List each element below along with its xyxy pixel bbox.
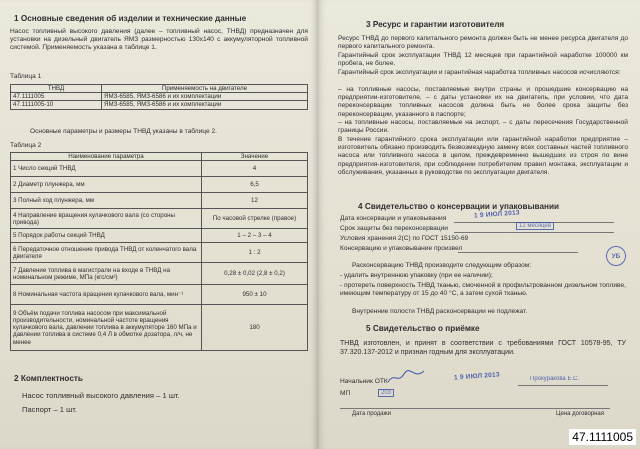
table-cell: 1 : 2 [202,243,308,263]
right-page [318,0,640,449]
left-page [0,0,318,449]
table-2 [10,152,308,351]
table-cell: 4 [202,161,308,177]
section-1-intro: Насос топливный высокого давления (далее – топливный насос, ТНВД) предназначен для установки на дизельный двигатель ЯМЗ размерностью 130х140 с аккумуляторной топливной системой. Применяемость указана в таблице 1. [10,28,308,52]
table-row [11,177,308,193]
table-cell: 47.1111005-10 [11,101,102,109]
table-cell: 1 – 2 – 3 – 4 [202,229,308,243]
deconservation-step-2: - протереть поверхность ТНВД тканью, смоченной в профильтрованном дизельном топливе, имеющим температуру от 15 до 40 °С, а затем сухой тканью. [340,282,626,298]
table-1-caption: Таблица 1 [10,73,42,80]
conservation-date-label: Дата консервации и упаковывания [340,215,447,222]
table-cell: 7 Давление топлива в магистрали на входе в ТНВД на номинальном режиме, МПа (кгс/см²) [11,263,202,285]
section-3-resource: Ресурс ТНВД до первого капитального ремонта должен быть не менее ресурса двигателя до первого капитального ремонта. [338,35,628,51]
signature-scribble-icon [386,368,426,386]
signature-line [518,385,608,386]
table-row [11,285,308,305]
section-3-replacement: В течение гарантийного срока эксплуатации или гарантийной наработки предприятие – изготовитель обязано производить безвозмездную замену всех составных частей топливного насоса или топливного насоса в целом, преждевременно вышедших из строя по вине предприятия-изготовителя, при соблюдении потребителем правил монтажа, эксплуатации и обслуживания, указанных в руководстве по эксплуатации двигателя. [338,136,628,176]
conservation-date-stamp: 1 9 ИЮЛ 2013 [473,209,521,220]
kit-item-passport: Паспорт – 1 шт. [22,405,77,414]
table-cell: ЯМЗ-6585, ЯМЗ-6586 и их комплектации [102,101,308,109]
otk-chief-label: Начальник ОТК [340,378,388,385]
section-3-warranty: Гарантийный срок эксплуатации ТНВД 12 месяцев при гарантийной наработке 100000 км пробега, не более. [338,52,628,68]
conservation-performed-label: Консервацию и упаковывание произвел [340,245,463,252]
section-4-title: 4 Свидетельство о консервации и упаковывании [358,202,560,211]
table-1-header-pump: ТНВД [11,85,102,93]
table-cell: 2 Диаметр плунжера, мм [11,177,202,193]
table-cell: 1 Число секций ТНВД [11,161,202,177]
table-cell: 6,5 [202,177,308,193]
table-row [11,193,308,209]
table-cell: 47.1111005 [11,93,102,101]
part-number-tag: 47.1111005 [569,429,636,445]
protection-term-label: Срок защиты без переконсервации [340,225,448,232]
table-row [11,161,308,177]
deconservation-step-1: - удалить внутреннюю упаковку (при ее наличии); [340,272,493,279]
table-row [11,209,308,229]
section-2-title: 2 Комплектность [14,374,83,383]
signature-line [458,252,578,253]
table-1-header-engine: Применяемость на двигателе [102,85,308,93]
otk-number-stamp: 203 [378,389,394,397]
table-cell: 4 Направление вращения кулачкового вала (со стороны привода) [11,209,202,229]
kit-item-pump: Насос топливный высокого давления – 1 шт. [22,391,180,400]
table-cell: 0,28 ± 0,02 (2,8 ± 0,2) [202,263,308,285]
table-cell: ЯМЗ-6585, ЯМЗ-6586 и их комплектации [102,93,308,101]
table-cell: 8 Номинальная частота вращения кулачкового вала, мин⁻¹ [11,285,202,305]
section-3-warranty-start: Гарантийный срок эксплуатации и гарантийная наработка топливных насосов исчисляются: [338,69,621,76]
storage-conditions: Условия хранения 2(С) по ГОСТ 15150-69 [340,235,469,242]
table-row [11,305,308,351]
section-1-title: 1 Основные сведения об изделии и технические данные [14,14,247,23]
section-1-params-note: Основные параметры и размеры ТНВД указаны в таблице 2. [30,128,217,135]
sale-date-label: Дата продажи [352,411,391,417]
signature-line [454,232,614,233]
protection-term-stamp: 12 месяцев [516,222,554,230]
table-cell: 950 ± 10 [202,285,308,305]
table-2-caption: Таблица 2 [10,142,42,149]
table-1 [10,84,308,110]
table-cell: 3 Полный ход плунжера, мм [11,193,202,209]
deconservation-intro: Расконсервацию ТНВД производите следующим образом: [352,262,532,269]
table-cell: 6 Передаточное отношение привода ТНВД от коленчатого вала двигателя [11,243,202,263]
table-row [11,93,308,101]
table-2-header-value: Значение [202,153,308,161]
otk-chief-name: Прокуракова Е.С. [530,376,580,382]
table-row [11,243,308,263]
table-row [11,263,308,285]
seal-placeholder-label: МП [340,390,351,397]
section-3-domestic: – на топливные насосы, поставляемые внутри страны и прошедшие консервацию на предприятии-изготовителе, – с даты установки их на двигатель, при условии, что дата переконсервации топливных насосов должна быть не более срока защиты без переконсервации, указанного в паспорте; [338,86,628,118]
table-cell: 12 [202,193,308,209]
section-3-title: 3 Ресурс и гарантии изготовителя [366,20,505,29]
deconservation-note: Внутренние полости ТНВД расконсервации не подлежат. [352,308,528,315]
table-cell: 5 Порядок работы секций ТНВД [11,229,202,243]
table-cell: 180 [202,305,308,351]
table-2-header-name: Наименование параметра [11,153,202,161]
table-row [11,101,308,109]
acceptance-statement: ТНВД изготовлен, и принят в соответствии с требованиями ГОСТ 10578-95, ТУ 37.320.137-2012 и признан годным для эксплуатации. [340,340,626,356]
section-5-title: 5 Свидетельство о приёмке [366,324,480,333]
table-cell: 9 Объём подачи топлива насосом при максимальной производительности, номинальной частоте вращения кулачкового вала, давлении топлива в аккумуляторе 160 МПа и давлении топлива в системе 0,4 Л в обмотке дозатора, л/ч, не менее [11,305,202,351]
table-row [11,229,308,243]
acceptance-date-stamp: 1 9 ИЮЛ 2013 [453,371,501,382]
section-3-export: – на топливные насосы, поставляемые на экспорт, – с даты пересечения Государственной границы России. [338,119,628,135]
price-label: Цена договорная [556,411,605,417]
inspector-circle-stamp: УБ [606,246,626,266]
table-cell: По часовой стрелке (правое) [202,209,308,229]
signature-line [340,408,610,409]
